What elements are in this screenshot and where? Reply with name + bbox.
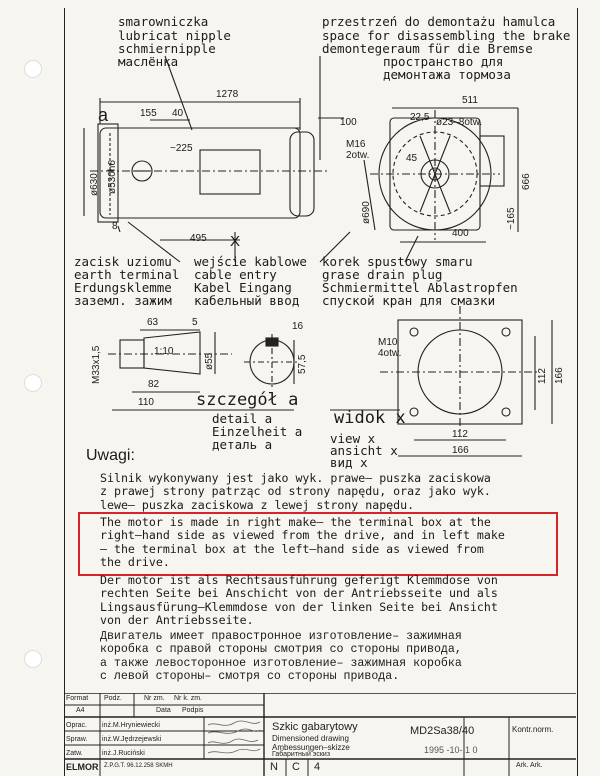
dim-22-5: 22,5 — [410, 112, 430, 123]
label-earth-ru: заземл. зажим — [74, 293, 172, 308]
dim-110: 110 — [138, 397, 154, 408]
tb-bottom-right: Ark. Ark. — [516, 762, 543, 769]
signature-scribbles — [204, 719, 264, 759]
label-lubricat-pl: smarowniczka — [118, 14, 209, 29]
dim-m10: M10 — [378, 337, 398, 348]
detail-en: detail a — [212, 411, 273, 426]
dim-m16-holes: 2otw. — [346, 150, 370, 161]
tb-format: Format — [66, 695, 89, 702]
tb-title-ru: Габаритный эскиз — [272, 751, 331, 758]
dim-m33: M33x1,5 — [91, 345, 102, 384]
tb-eng1: inż.M.Hryniewiecki — [102, 722, 160, 729]
dim-155: 155 — [140, 108, 157, 119]
label-earth-en: earth terminal — [74, 267, 180, 282]
dim-530: ø530h6 — [107, 160, 118, 194]
detail-de: Einzelheit a — [212, 424, 303, 439]
shaft-section — [244, 334, 300, 390]
view-ru: вид х — [330, 455, 368, 470]
label-drain-de: Schmiermittel Ablastropfen — [322, 280, 518, 295]
tb-data: Data — [156, 707, 171, 714]
dim-ratio: 1:10 — [154, 346, 174, 357]
dim-495: 495 — [190, 233, 207, 244]
tb-oprac: Oprac. — [66, 722, 88, 729]
title-block — [64, 693, 576, 776]
label-drain-pl: korek spustowy smaru — [322, 254, 473, 269]
label-cable-ru: кабельный ввод — [194, 293, 300, 308]
label-earth-de: Erdungsklemme — [74, 280, 172, 295]
note-russian: Двигатель имеет правостронное изготовление– зажимная коробка с правой стороны смотрия со стороны привода, а также левосторонное изготовление– зажимная коробка с левой стороны– смотря со стороны привода. — [100, 630, 462, 684]
dim-166-h: 166 — [452, 445, 469, 456]
tb-footer-small: Z.P.G.T. 96.12.258 SKMH — [104, 763, 173, 769]
label-lubricat-ru: маслёнка — [118, 54, 179, 69]
dim-112-h: 112 — [452, 429, 468, 440]
tb-bottom-sheet: C — [292, 761, 300, 773]
dim-16: 16 — [292, 321, 304, 332]
dim-40: 40 — [172, 108, 184, 119]
tb-bottom-code: N — [270, 761, 278, 773]
notes-title: Uwagi: — [86, 447, 135, 464]
tb-title-de: Ambessungen–skizze — [272, 743, 350, 752]
dim-666: 666 — [521, 173, 532, 190]
dim-1278: 1278 — [216, 89, 239, 100]
dim-m10-holes: 4otw. — [378, 348, 402, 359]
view-title: widok x — [334, 408, 406, 428]
label-drain-en: grase drain plug — [322, 267, 443, 282]
tb-zatw: Zatw. — [66, 750, 83, 757]
marker-x: X — [230, 233, 241, 250]
dim-82: 82 — [148, 379, 160, 390]
label-lubricat-en: lubricat nipple — [118, 28, 231, 43]
label-drain-ru: спуской кран для смазки — [322, 293, 496, 308]
dim-400: 400 — [452, 228, 469, 239]
tb-eng2: inż.W.Jędrzejewski — [102, 736, 162, 743]
tb-bottom-left: ELMOR — [66, 762, 99, 772]
highlight-box — [78, 512, 558, 576]
tb-bottom-a: 4 — [314, 761, 321, 773]
tb-a4: A4 — [76, 707, 85, 714]
label-brake-en: space for disassembling the brake — [322, 28, 571, 43]
dim-100: 100 — [340, 117, 357, 128]
dim-23-holes: ø23–8otw. — [436, 117, 483, 128]
view-de: ansicht x — [330, 443, 398, 458]
label-earth-pl: zacisk uziomu — [74, 254, 172, 269]
dim-45: 45 — [406, 153, 418, 164]
dim-112-v: 112 — [537, 368, 548, 384]
dim-165: ~165 — [506, 207, 517, 230]
dim-225: ~225 — [170, 143, 193, 154]
tb-title-en: Dimensioned drawing — [272, 734, 349, 743]
tb-podpis: Podpis — [182, 707, 204, 714]
view-en: view x — [330, 431, 376, 446]
dim-690: ø690 — [361, 201, 372, 224]
label-lubricat-de: schmiernipple — [118, 41, 216, 56]
dim-166-v: 166 — [554, 367, 565, 384]
dim-5: 5 — [192, 317, 198, 328]
dim-511: 511 — [462, 95, 478, 106]
motor-side-view — [84, 98, 344, 240]
dim-63: 63 — [147, 317, 159, 328]
tb-spraw: Spraw. — [66, 736, 88, 743]
label-brake-pl: przestrzeń do demontażu hamulca — [322, 14, 556, 29]
label-brake-ru2: демонтажа тормоза — [383, 67, 511, 82]
tb-date-stamp: 1995 -10- 1 0 — [424, 745, 478, 755]
note-english: The motor is made in right make– the terminal box at the right–hand side as viewed from the drive, and in left make – the terminal box at the left–hand side as viewed from the drive. — [100, 515, 505, 570]
label-cable-pl: wejście kablowe — [194, 254, 307, 269]
label-cable-de: Kabel Eingang — [194, 280, 292, 295]
label-brake-de: demontegeraum für die Bremse — [322, 41, 533, 56]
dim-8: 8 — [112, 221, 118, 232]
tb-nrk: Nr k. zm. — [174, 695, 202, 702]
label-cable-en: cable entry — [194, 267, 277, 282]
note-polish: Silnik wykonywany jest jako wyk. prawe– puszka zaciskowa z prawej strony patrząc od strony napędu, oraz jako wyk. lewe– puszka zaciskowa z lewej strony napędu. — [100, 471, 491, 512]
tb-code: MD2Sa38/40 — [410, 725, 475, 737]
note-german: Der motor ist als Rechtsausführung geferigt Klemmdose von rechten Seite bei Anschicht von der Antriebsseite und als Lingsausfürung–Klemmdose von der linken Seite bei Ansicht von der Antriebsseite. — [100, 573, 498, 628]
tb-title-pl: Szkic gabarytowy — [272, 721, 358, 733]
dim-m16: M16 — [346, 139, 366, 150]
tb-kontr: Kontr.norm. — [512, 725, 554, 734]
dim-57-5: 57,5 — [297, 354, 308, 374]
tb-nrzm: Nr zm. — [144, 695, 165, 702]
tb-eng3: inż.J.Ruciński — [102, 750, 145, 757]
dim-630: ø630 — [89, 173, 100, 196]
label-brake-ru1: пространство для — [383, 54, 504, 69]
dim-55: ø55 — [204, 352, 215, 370]
detail-ru: деталь а — [212, 437, 273, 452]
detail-title: szczegół a — [196, 390, 299, 410]
marker-a: a — [98, 105, 109, 125]
tb-podz: Podz. — [104, 695, 122, 702]
